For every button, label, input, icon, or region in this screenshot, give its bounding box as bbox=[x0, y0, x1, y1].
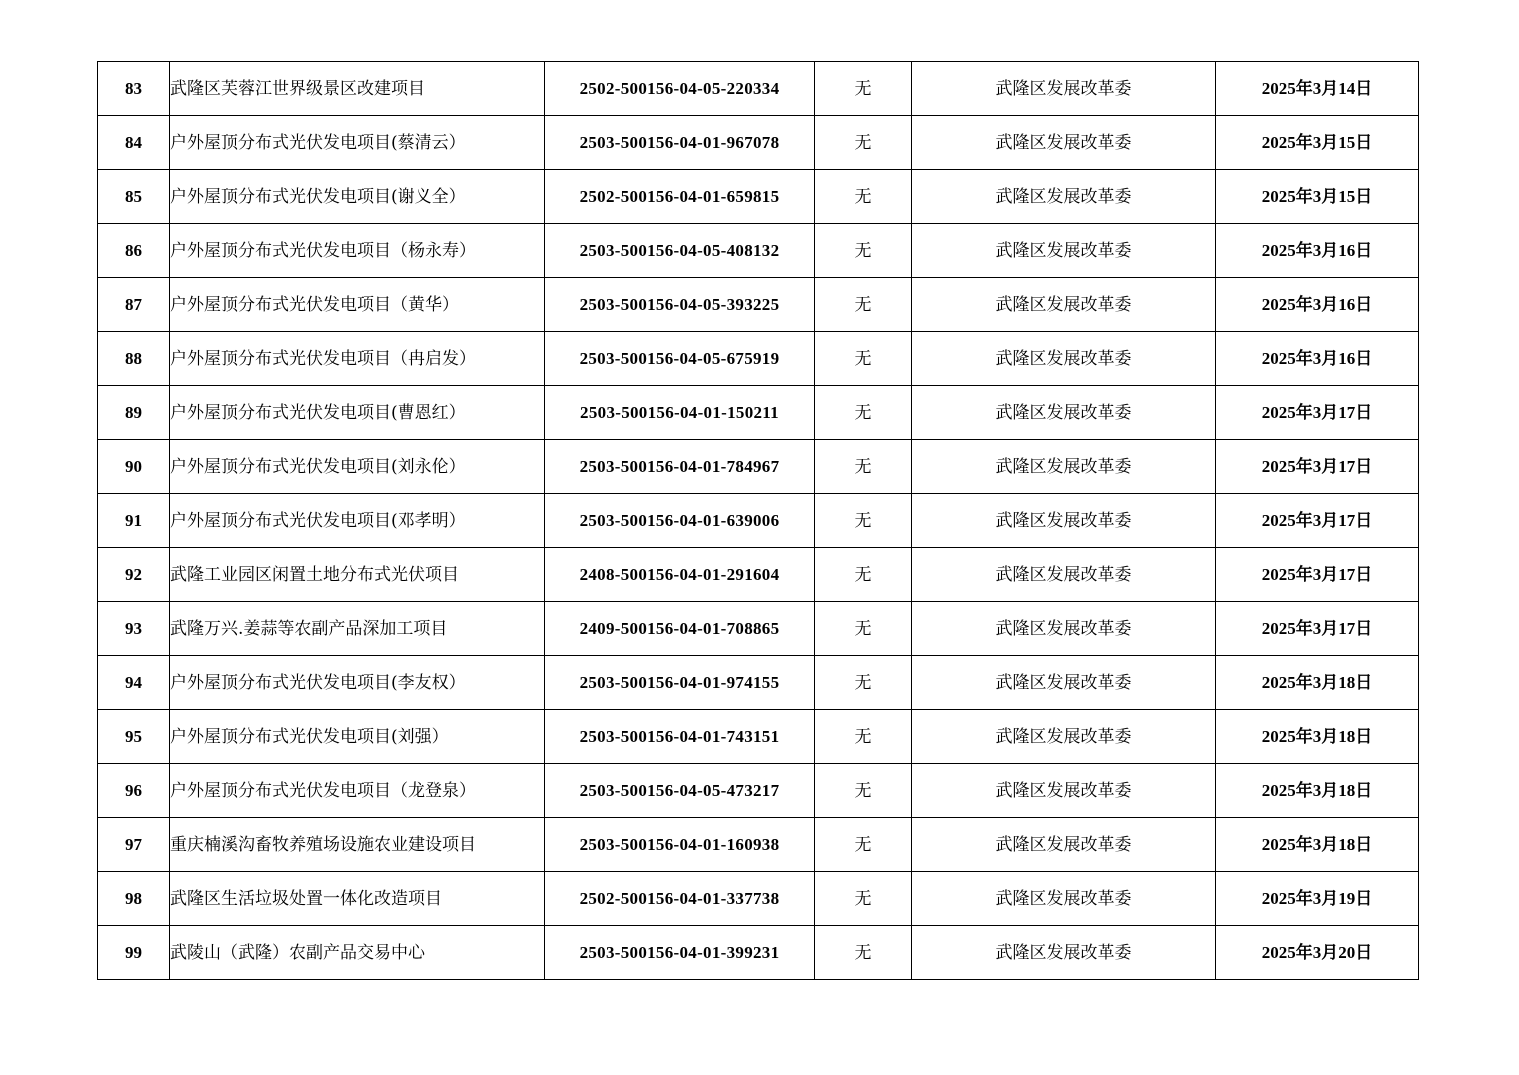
date-cell: 2025年3月18日 bbox=[1216, 656, 1419, 710]
row-number-cell: 94 bbox=[98, 656, 170, 710]
row-number-cell: 89 bbox=[98, 386, 170, 440]
department-cell: 武隆区发展改革委 bbox=[912, 278, 1216, 332]
table-row bbox=[98, 926, 1419, 980]
table-row bbox=[98, 764, 1419, 818]
project-code-cell: 2503-500156-04-01-967078 bbox=[545, 116, 815, 170]
table-body bbox=[98, 62, 1419, 980]
project-code-cell: 2503-500156-04-01-743151 bbox=[545, 710, 815, 764]
project-code-cell: 2409-500156-04-01-708865 bbox=[545, 602, 815, 656]
department-cell: 武隆区发展改革委 bbox=[912, 548, 1216, 602]
department-cell: 武隆区发展改革委 bbox=[912, 602, 1216, 656]
table-row bbox=[98, 872, 1419, 926]
department-cell: 武隆区发展改革委 bbox=[912, 926, 1216, 980]
table-row bbox=[98, 656, 1419, 710]
project-name-cell: 户外屋顶分布式光伏发电项目（杨永寿） bbox=[170, 224, 545, 278]
project-name-cell: 户外屋顶分布式光伏发电项目（冉启发） bbox=[170, 332, 545, 386]
project-name-cell: 户外屋顶分布式光伏发电项目(谢义全） bbox=[170, 170, 545, 224]
project-code-cell: 2502-500156-04-05-220334 bbox=[545, 62, 815, 116]
date-cell: 2025年3月15日 bbox=[1216, 116, 1419, 170]
date-cell: 2025年3月14日 bbox=[1216, 62, 1419, 116]
project-code-cell: 2503-500156-04-01-784967 bbox=[545, 440, 815, 494]
remark-cell: 无 bbox=[815, 548, 912, 602]
remark-cell: 无 bbox=[815, 872, 912, 926]
date-cell: 2025年3月17日 bbox=[1216, 494, 1419, 548]
row-number-cell: 91 bbox=[98, 494, 170, 548]
project-code-cell: 2503-500156-04-01-399231 bbox=[545, 926, 815, 980]
date-cell: 2025年3月18日 bbox=[1216, 764, 1419, 818]
table-row bbox=[98, 818, 1419, 872]
row-number-cell: 83 bbox=[98, 62, 170, 116]
project-name-cell: 户外屋顶分布式光伏发电项目(李友权） bbox=[170, 656, 545, 710]
table-row bbox=[98, 224, 1419, 278]
date-cell: 2025年3月17日 bbox=[1216, 440, 1419, 494]
department-cell: 武隆区发展改革委 bbox=[912, 440, 1216, 494]
department-cell: 武隆区发展改革委 bbox=[912, 656, 1216, 710]
project-code-cell: 2503-500156-04-05-408132 bbox=[545, 224, 815, 278]
project-code-cell: 2503-500156-04-05-675919 bbox=[545, 332, 815, 386]
remark-cell: 无 bbox=[815, 332, 912, 386]
department-cell: 武隆区发展改革委 bbox=[912, 872, 1216, 926]
date-cell: 2025年3月20日 bbox=[1216, 926, 1419, 980]
row-number-cell: 87 bbox=[98, 278, 170, 332]
row-number-cell: 93 bbox=[98, 602, 170, 656]
date-cell: 2025年3月17日 bbox=[1216, 386, 1419, 440]
project-code-cell: 2503-500156-04-01-160938 bbox=[545, 818, 815, 872]
table-row bbox=[98, 386, 1419, 440]
row-number-cell: 84 bbox=[98, 116, 170, 170]
remark-cell: 无 bbox=[815, 926, 912, 980]
project-code-cell: 2503-500156-04-01-639006 bbox=[545, 494, 815, 548]
table-row bbox=[98, 332, 1419, 386]
remark-cell: 无 bbox=[815, 224, 912, 278]
project-name-cell: 武隆区芙蓉江世界级景区改建项目 bbox=[170, 62, 545, 116]
project-code-cell: 2503-500156-04-01-974155 bbox=[545, 656, 815, 710]
department-cell: 武隆区发展改革委 bbox=[912, 764, 1216, 818]
remark-cell: 无 bbox=[815, 818, 912, 872]
department-cell: 武隆区发展改革委 bbox=[912, 710, 1216, 764]
project-name-cell: 户外屋顶分布式光伏发电项目(邓孝明） bbox=[170, 494, 545, 548]
table-row bbox=[98, 548, 1419, 602]
remark-cell: 无 bbox=[815, 62, 912, 116]
project-name-cell: 武隆工业园区闲置土地分布式光伏项目 bbox=[170, 548, 545, 602]
table-row bbox=[98, 62, 1419, 116]
table-row bbox=[98, 602, 1419, 656]
row-number-cell: 95 bbox=[98, 710, 170, 764]
row-number-cell: 98 bbox=[98, 872, 170, 926]
remark-cell: 无 bbox=[815, 116, 912, 170]
date-cell: 2025年3月15日 bbox=[1216, 170, 1419, 224]
row-number-cell: 85 bbox=[98, 170, 170, 224]
row-number-cell: 92 bbox=[98, 548, 170, 602]
project-code-cell: 2408-500156-04-01-291604 bbox=[545, 548, 815, 602]
department-cell: 武隆区发展改革委 bbox=[912, 116, 1216, 170]
project-name-cell: 武陵山（武隆）农副产品交易中心 bbox=[170, 926, 545, 980]
project-name-cell: 户外屋顶分布式光伏发电项目（黄华） bbox=[170, 278, 545, 332]
project-name-cell: 重庆楠溪沟畜牧养殖场设施农业建设项目 bbox=[170, 818, 545, 872]
date-cell: 2025年3月16日 bbox=[1216, 278, 1419, 332]
row-number-cell: 90 bbox=[98, 440, 170, 494]
date-cell: 2025年3月17日 bbox=[1216, 548, 1419, 602]
remark-cell: 无 bbox=[815, 386, 912, 440]
department-cell: 武隆区发展改革委 bbox=[912, 62, 1216, 116]
date-cell: 2025年3月19日 bbox=[1216, 872, 1419, 926]
project-code-cell: 2502-500156-04-01-659815 bbox=[545, 170, 815, 224]
project-name-cell: 武隆区生活垃圾处置一体化改造项目 bbox=[170, 872, 545, 926]
table-row bbox=[98, 440, 1419, 494]
department-cell: 武隆区发展改革委 bbox=[912, 494, 1216, 548]
row-number-cell: 99 bbox=[98, 926, 170, 980]
project-code-cell: 2502-500156-04-01-337738 bbox=[545, 872, 815, 926]
project-name-cell: 武隆万兴.姜蒜等农副产品深加工项目 bbox=[170, 602, 545, 656]
remark-cell: 无 bbox=[815, 440, 912, 494]
project-code-cell: 2503-500156-04-05-473217 bbox=[545, 764, 815, 818]
table-row bbox=[98, 710, 1419, 764]
table-row bbox=[98, 494, 1419, 548]
date-cell: 2025年3月18日 bbox=[1216, 710, 1419, 764]
remark-cell: 无 bbox=[815, 656, 912, 710]
row-number-cell: 97 bbox=[98, 818, 170, 872]
project-code-cell: 2503-500156-04-01-150211 bbox=[545, 386, 815, 440]
row-number-cell: 96 bbox=[98, 764, 170, 818]
project-name-cell: 户外屋顶分布式光伏发电项目(刘强） bbox=[170, 710, 545, 764]
project-name-cell: 户外屋顶分布式光伏发电项目(蔡清云） bbox=[170, 116, 545, 170]
department-cell: 武隆区发展改革委 bbox=[912, 386, 1216, 440]
table-row bbox=[98, 278, 1419, 332]
remark-cell: 无 bbox=[815, 764, 912, 818]
remark-cell: 无 bbox=[815, 494, 912, 548]
project-name-cell: 户外屋顶分布式光伏发电项目(刘永伦） bbox=[170, 440, 545, 494]
date-cell: 2025年3月16日 bbox=[1216, 224, 1419, 278]
remark-cell: 无 bbox=[815, 602, 912, 656]
table-row bbox=[98, 170, 1419, 224]
row-number-cell: 86 bbox=[98, 224, 170, 278]
date-cell: 2025年3月16日 bbox=[1216, 332, 1419, 386]
remark-cell: 无 bbox=[815, 170, 912, 224]
department-cell: 武隆区发展改革委 bbox=[912, 170, 1216, 224]
date-cell: 2025年3月18日 bbox=[1216, 818, 1419, 872]
remark-cell: 无 bbox=[815, 710, 912, 764]
project-name-cell: 户外屋顶分布式光伏发电项目(曹恩红） bbox=[170, 386, 545, 440]
project-approval-table bbox=[97, 61, 1419, 980]
project-name-cell: 户外屋顶分布式光伏发电项目（龙登泉） bbox=[170, 764, 545, 818]
project-code-cell: 2503-500156-04-05-393225 bbox=[545, 278, 815, 332]
department-cell: 武隆区发展改革委 bbox=[912, 224, 1216, 278]
table-row bbox=[98, 116, 1419, 170]
department-cell: 武隆区发展改革委 bbox=[912, 818, 1216, 872]
row-number-cell: 88 bbox=[98, 332, 170, 386]
department-cell: 武隆区发展改革委 bbox=[912, 332, 1216, 386]
date-cell: 2025年3月17日 bbox=[1216, 602, 1419, 656]
remark-cell: 无 bbox=[815, 278, 912, 332]
